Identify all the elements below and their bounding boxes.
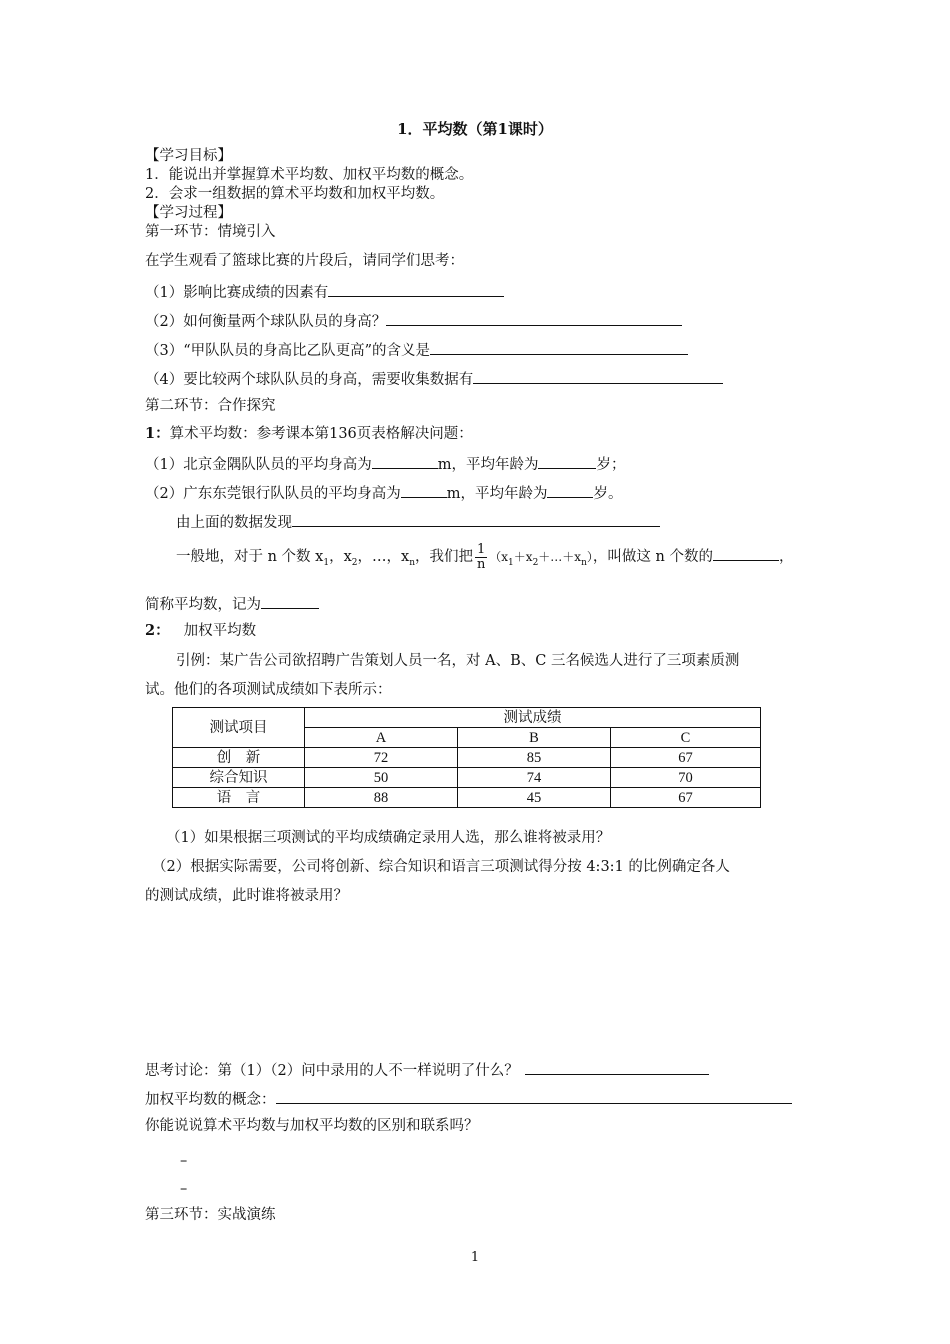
p1b-height-blank[interactable]	[401, 483, 447, 498]
short-name-line	[145, 594, 319, 614]
question-2-text: （2）如何衡量两个球队队员的身高？	[145, 314, 387, 330]
question-1-text: （1）影响比赛成绩的因素有	[145, 285, 329, 301]
answer-blank-1[interactable]	[328, 282, 504, 297]
cell-c: 67	[611, 788, 761, 808]
example-question-2a: （2）根据实际需要，公司将创新、综合知识和语言三项测试得分按 4:3:1 的比例确定各人	[152, 859, 730, 875]
weighted-concept-blank[interactable]	[276, 1089, 792, 1104]
p1a-height-blank[interactable]	[372, 454, 438, 469]
sub-1: 1	[323, 557, 330, 568]
mean-name-blank[interactable]	[713, 546, 779, 561]
part-2-text: 加权平均数	[183, 623, 257, 639]
question-2	[145, 311, 682, 331]
goal-2: 2．会求一组数据的算术平均数和加权平均数。	[145, 186, 445, 202]
cell-a: 50	[305, 768, 458, 788]
general-definition	[176, 540, 793, 580]
discover-text: 由上面的数据发现	[176, 515, 292, 531]
sum-plus: ＋x	[513, 550, 533, 564]
section-1-heading: 第一环节：情境引入	[145, 224, 276, 240]
answer-blank-2[interactable]	[386, 311, 682, 326]
question-3-text: （3）“甲队队员的身高比乙队更高”的含义是	[145, 343, 431, 359]
sum-open: （x	[489, 550, 509, 564]
part-2-number: 2：	[145, 622, 170, 639]
sum-close: ）	[586, 550, 593, 564]
sub-2: 2	[351, 557, 358, 568]
p1b-end: 岁。	[593, 486, 623, 502]
sum-sub-2: 2	[532, 557, 539, 568]
section-3-heading: 第三环节：实战演练	[145, 1207, 276, 1223]
example-question-2b: 的测试成绩，此时谁将被录用？	[145, 888, 348, 904]
answer-blank-3[interactable]	[430, 340, 688, 355]
part-1-question-a	[145, 454, 625, 474]
think-line	[145, 1060, 709, 1080]
table-row	[173, 788, 761, 808]
example-line-1: 引例：某广告公司欲招聘广告策划人员一名，对 A、B、C 三名候选人进行了三项素质测	[176, 653, 740, 669]
general-comma: ，	[778, 549, 794, 565]
weighted-concept-text: 加权平均数的概念：	[145, 1092, 276, 1108]
cell-b: 74	[458, 768, 611, 788]
example-line-2: 试。他们的各项测试成绩如下表所示：	[145, 682, 392, 698]
score-table	[172, 707, 761, 808]
fraction-one-over-n	[475, 543, 487, 572]
general-text: 一般地，对于 n 个数 x	[176, 549, 324, 565]
p1b-unit: m，平均年龄为	[446, 486, 548, 502]
table-row	[173, 748, 761, 768]
think-text: 思考讨论：第（1）（2）问中录用的人不一样说明了什么？	[145, 1063, 519, 1079]
cell-c: 67	[611, 748, 761, 768]
p1b-age-blank[interactable]	[547, 483, 593, 498]
row-item: 综合知识	[173, 768, 305, 788]
sum-sub-n: n	[581, 557, 587, 568]
sum-dots: ＋…＋x	[538, 550, 582, 564]
general-sep-2: ，…，x	[357, 549, 410, 565]
fraction-numerator: 1	[476, 541, 486, 557]
header-test-item: 测试项目	[173, 708, 305, 748]
cell-a: 88	[305, 788, 458, 808]
page-number: 1	[470, 1250, 480, 1265]
header-candidate-c: C	[611, 728, 761, 748]
answer-blank-4[interactable]	[473, 369, 723, 384]
sub-n: n	[409, 557, 415, 568]
question-1	[145, 282, 504, 302]
question-4	[145, 369, 723, 389]
general-we: ，我们把	[414, 549, 473, 565]
fraction-denominator: n	[476, 556, 486, 572]
part-2-heading	[145, 622, 256, 640]
general-sep-1: ，x	[329, 549, 352, 565]
part-1-text: 算术平均数：参考课本第136页表格解决问题：	[169, 426, 473, 442]
part-1-heading	[145, 425, 473, 443]
short-name-text: 简称平均数，记为	[145, 597, 261, 613]
part-1-question-b	[145, 483, 622, 503]
p1a-end: 岁；	[596, 457, 626, 473]
think-blank[interactable]	[525, 1060, 709, 1075]
header-candidate-b: B	[458, 728, 611, 748]
p1a-unit: m，平均年龄为	[437, 457, 539, 473]
table-header-row	[173, 708, 761, 728]
p1a-age-blank[interactable]	[538, 454, 596, 469]
difference-question: 你能说说算术平均数与加权平均数的区别和联系吗？	[145, 1118, 479, 1134]
page-title: 1．平均数（第1课时）	[397, 120, 553, 138]
p1a-text: （1）北京金隅队队员的平均身高为	[145, 457, 372, 473]
cell-a: 72	[305, 748, 458, 768]
discover-line	[176, 512, 660, 532]
header-test-score: 测试成绩	[305, 708, 761, 728]
general-end: ，叫做这 n 个数的	[592, 549, 713, 565]
goal-1: 1．能说出并掌握算术平均数、加权平均数的概念。	[145, 167, 474, 183]
row-item: 创 新	[173, 748, 305, 768]
sum-sub-1: 1	[508, 557, 514, 568]
intro-text: 在学生观看了篮球比赛的片段后，请同学们思考：	[145, 253, 464, 269]
table-row	[173, 768, 761, 788]
discover-blank[interactable]	[292, 512, 660, 527]
goals-heading: 【学习目标】	[145, 148, 232, 164]
question-4-text: （4）要比较两个球队队员的身高，需要收集数据有	[145, 372, 474, 388]
dash-mark-2: –	[180, 1181, 188, 1197]
cell-b: 85	[458, 748, 611, 768]
p1b-text: （2）广东东莞银行队队员的平均身高为	[145, 486, 401, 502]
question-3	[145, 340, 688, 360]
row-item: 语 言	[173, 788, 305, 808]
weighted-concept-line	[145, 1089, 792, 1109]
dash-mark-1: –	[180, 1153, 188, 1169]
notation-blank[interactable]	[261, 594, 319, 609]
section-2-heading: 第二环节：合作探究	[145, 398, 276, 414]
example-question-1: （1）如果根据三项测试的平均成绩确定录用人选，那么谁将被录用？	[166, 830, 611, 846]
process-heading: 【学习过程】	[145, 205, 232, 221]
cell-c: 70	[611, 768, 761, 788]
cell-b: 45	[458, 788, 611, 808]
part-1-number: 1：	[145, 425, 170, 442]
header-candidate-a: A	[305, 728, 458, 748]
